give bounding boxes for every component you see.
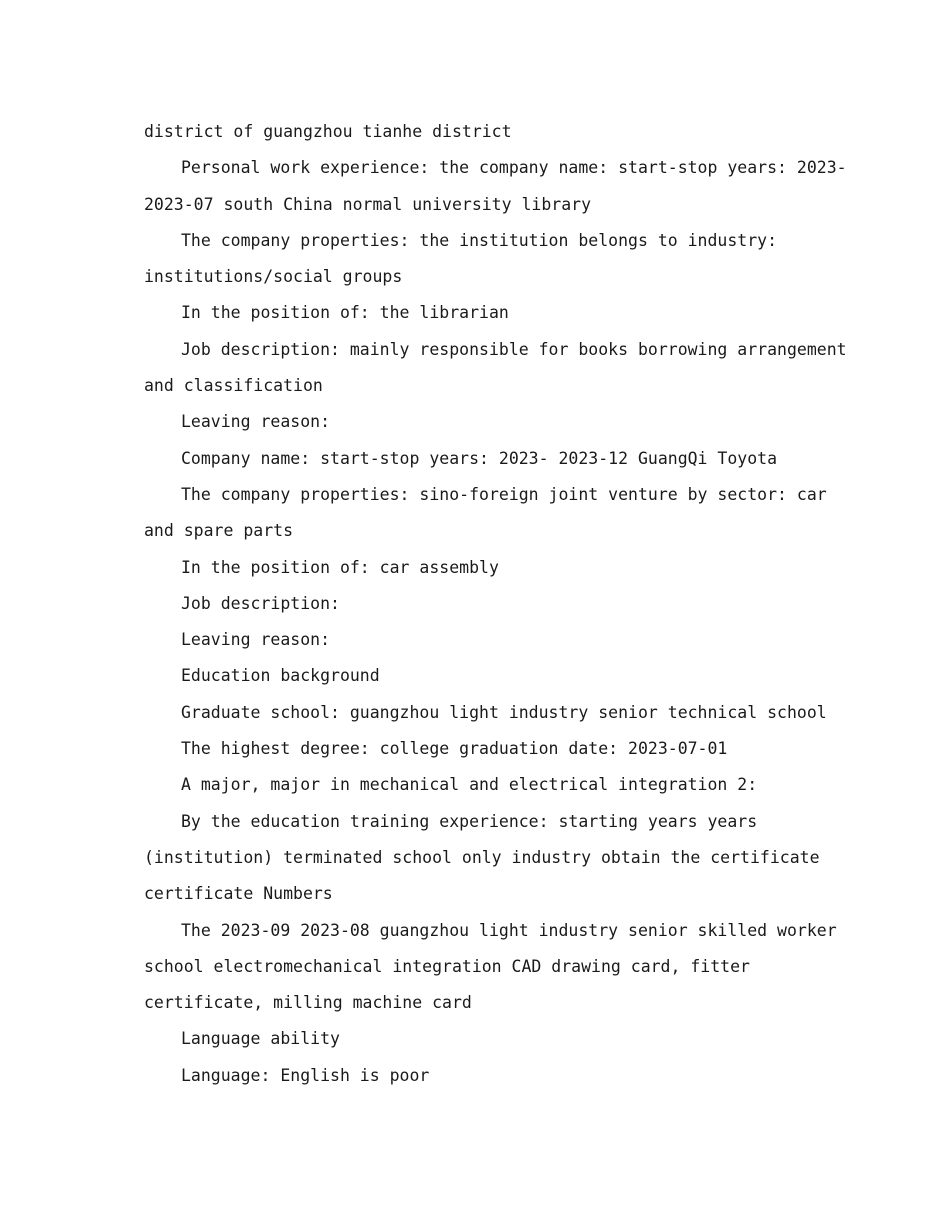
text-line: school electromechanical integration CAD drawing card, fitter <box>144 956 750 976</box>
text-line: Company name: start-stop years: 2023- 2023-12 GuangQi Toyota <box>181 448 778 468</box>
section-heading: Language ability <box>181 1029 340 1049</box>
text-line: district of guangzhou tianhe district <box>144 122 512 141</box>
text-line: The company properties: the institution belongs to industry: <box>181 230 778 250</box>
text-line: Leaving reason: <box>181 412 331 432</box>
text-line: A major, major in mechanical and electrical integration 2: <box>181 775 758 795</box>
text-line: Job description: <box>181 593 340 613</box>
document-body <box>144 114 847 1094</box>
text-line: Graduate school: guangzhou light industry senior technical school <box>181 702 827 722</box>
text-line: By the education training experience: starting years years <box>181 811 758 831</box>
text-line: certificate Numbers <box>144 884 333 904</box>
text-line: institutions/social groups <box>144 267 403 287</box>
text-line: The highest degree: college graduation date: 2023-07-01 <box>181 739 728 759</box>
text-line: Language: English is poor <box>181 1065 430 1085</box>
text-line: 2023-07 south China normal university library <box>144 194 592 214</box>
text-line: Job description: mainly responsible for books borrowing arrangement <box>181 339 847 359</box>
section-heading: Education background <box>181 666 380 686</box>
text-line: In the position of: the librarian <box>181 303 509 323</box>
text-line: The company properties: sino-foreign joint venture by sector: car <box>181 484 827 504</box>
text-line: (institution) terminated school only industry obtain the certificate <box>144 847 820 867</box>
text-line: Personal work experience: the company name: start-stop years: 2023- <box>181 158 847 178</box>
text-line: The 2023-09 2023-08 guangzhou light industry senior skilled worker <box>181 920 837 940</box>
text-line: certificate, milling machine card <box>144 993 472 1013</box>
text-line: Leaving reason: <box>181 630 331 650</box>
text-line: and classification <box>144 376 323 396</box>
text-line: and spare parts <box>144 521 294 541</box>
text-line: In the position of: car assembly <box>181 557 499 577</box>
